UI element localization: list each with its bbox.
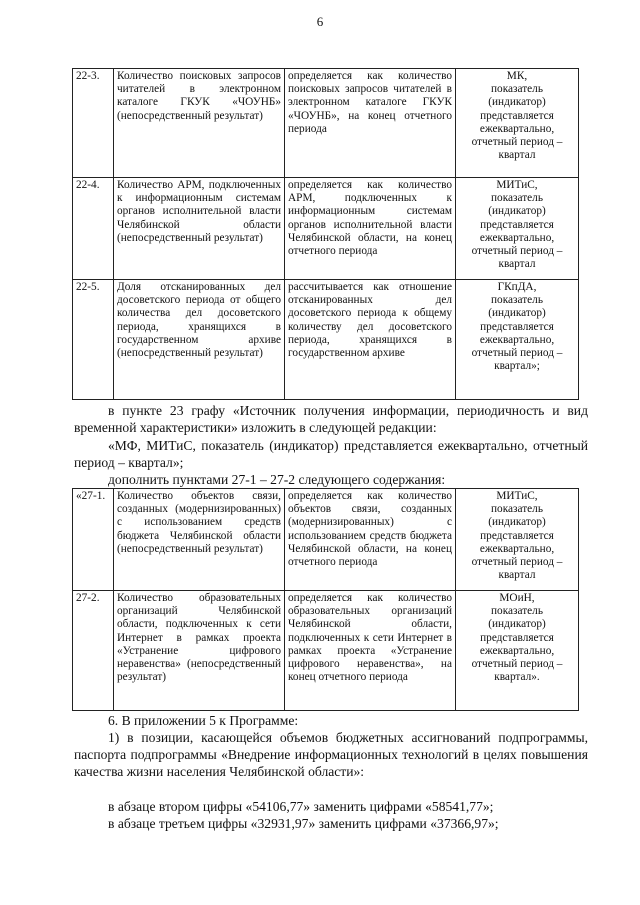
indicator-source: МК, показатель (индикатор) представляется ежеквартально, отчетный период – квартал [456,69,579,178]
indicator-name: Доля отсканированных дел досоветского периода от общего количества дел досоветского периода, хранящихся в государственном архиве (непосредственный результат) [114,280,285,400]
indicators-table-1 [72,68,579,400]
table-row [73,178,579,280]
row-number: 27-2. [73,591,114,711]
indicator-definition: определяется как количество объектов связи, созданных (модернизированных) с использованием средств бюджета Челябинской области, на конец отчетного периода [285,489,456,591]
indicator-definition: определяется как количество АРМ, подключенных к информационным системам органов исполнительной власти Челябинской области, на конец отчетного периода [285,178,456,280]
indicator-source: МОиН, показатель (индикатор) представляется ежеквартально, отчетный период – квартал». [456,591,579,711]
indicator-source: МИТиС, показатель (индикатор) представляется ежеквартально, отчетный период – квартал [456,178,579,280]
row-number: 22-3. [73,69,114,178]
row-number: 22-4. [73,178,114,280]
paragraph-add-items: дополнить пунктами 27-1 – 27-2 следующего содержания: [108,472,446,487]
indicator-name: Количество поисковых запросов читателей в электронном каталоге ГКУК «ЧОУНБ» (непосредственный результат) [114,69,285,178]
indicator-definition: определяется как количество образовательных организаций Челябинской области, подключенных к сети Интернет в рамках проекта «Устранение цифрового неравенства», на конец отчетного периода [285,591,456,711]
indicator-source: ГКпДА, показатель (индикатор) представляется ежеквартально, отчетный период – квартал»; [456,280,579,400]
paragraph-item-23: в пункте 23 графу «Источник получения информации, периодичность и вид временной характеристики» изложить в следующей редакции: [74,403,588,435]
row-number: «27-1. [73,489,114,591]
indicator-definition: рассчитывается как отношение отсканированных дел досоветского периода к общему количеству дел досоветского периода, хранящихся в государственном архиве [285,280,456,400]
indicator-definition: определяется как количество поисковых запросов читателей в электронном каталоге ГКУК «ЧОУНБ», на конец отчетного периода [285,69,456,178]
indicator-name: Количество образовательных организаций Челябинской области, подключенных к сети Интернет в рамках проекта «Устранение цифрового неравенства» (непосредственный результат) [114,591,285,711]
table-row [73,69,579,178]
paragraph-new-source: «МФ, МИТиС, показатель (индикатор) представляется ежеквартально, отчетный период – квартал»; [74,438,588,470]
paragraph-abzac-2: в абзаце втором цифры «54106,77» заменить цифрами «58541,77»; [108,799,494,814]
page-number: 6 [316,14,324,29]
indicators-table-2 [72,488,579,711]
paragraph-budget-position: 1) в позиции, касающейся объемов бюджетных ассигнований подпрограммы, паспорта подпрограммы «Внедрение информационных технологий в целях повышения качества жизни населения Челябинской области»: [74,730,588,779]
indicator-source: МИТиС, показатель (индикатор) представляется ежеквартально, отчетный период – квартал [456,489,579,591]
indicator-name: Количество АРМ, подключенных к информационным системам органов исполнительной власти Челябинской области (непосредственный результат) [114,178,285,280]
section-6-heading: 6. В приложении 5 к Программе: [108,713,299,728]
paragraph-abzac-3: в абзаце третьем цифры «32931,97» заменить цифрами «37366,97»; [108,816,499,831]
table-row [73,280,579,400]
table-row [73,489,579,591]
row-number: 22-5. [73,280,114,400]
table-row [73,591,579,711]
indicator-name: Количество объектов связи, созданных (модернизированных) с использованием средств бюджета Челябинской области (непосредственный результат) [114,489,285,591]
